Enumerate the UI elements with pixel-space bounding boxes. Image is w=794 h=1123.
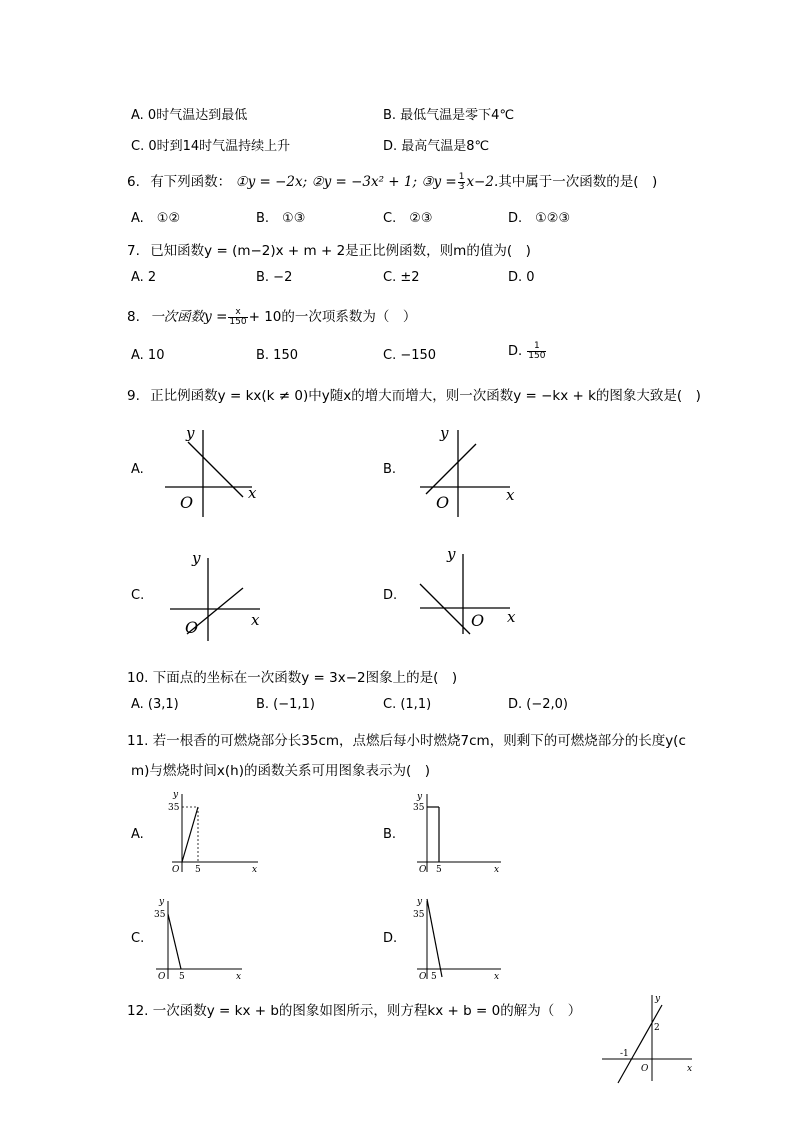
q12-stem-text: 一次函数y = kx + b的图象如图所示，则方程kx + b = 0的解为（ ） bbox=[152, 1003, 582, 1019]
q11-b-tick-5: 5 bbox=[436, 865, 442, 875]
q12-tick-neg1: -1 bbox=[620, 1049, 629, 1059]
q8-option-a: A. 10 bbox=[131, 348, 165, 363]
q10-number: 10. bbox=[127, 670, 149, 686]
q9-c-y-label: y bbox=[192, 549, 201, 567]
q9-stem bbox=[127, 384, 701, 404]
q9-b-x-label: x bbox=[506, 486, 515, 504]
q9-b-y-label: y bbox=[440, 424, 449, 442]
q12-tick-2: 2 bbox=[654, 1023, 660, 1033]
q11-stem-line2: m)与燃烧时间x(h)的函数关系可用图象表示为( ) bbox=[131, 763, 431, 779]
q7-option-a: A. 2 bbox=[131, 270, 157, 285]
q11-d-tick-35: 35 bbox=[413, 910, 425, 920]
q10-option-d: D. (−2,0) bbox=[508, 697, 568, 712]
q6-func-3-suffix: x−2. bbox=[466, 174, 499, 190]
q9-c-origin: O bbox=[185, 618, 199, 637]
q11-label-d: D. bbox=[383, 931, 398, 946]
q12-y-label: y bbox=[655, 994, 661, 1004]
q9-graph-c bbox=[165, 546, 275, 646]
q10-option-b: B. (−1,1) bbox=[256, 697, 315, 712]
q11-c-x-label: x bbox=[236, 972, 242, 982]
q11-d-y-label: y bbox=[417, 897, 423, 907]
q9-d-origin: O bbox=[471, 611, 485, 630]
q10-stem-text: 下面点的坐标在一次函数y = 3x−2图象上的是( ) bbox=[152, 670, 458, 686]
q11-b-x-label: x bbox=[494, 865, 500, 875]
q8-stem bbox=[127, 305, 416, 327]
q9-label-d: D. bbox=[383, 588, 398, 603]
q5-option-d: D. 最高气温是8℃ bbox=[383, 139, 490, 154]
q12-number: 12. bbox=[127, 1003, 149, 1019]
q11-label-c: C. bbox=[131, 931, 145, 946]
q6-stem-suffix: 其中属于一次函数的是( ) bbox=[498, 174, 658, 190]
q11-b-tick-35: 35 bbox=[413, 803, 425, 813]
q5-option-c: C. 0时到14时气温持续上升 bbox=[131, 139, 291, 154]
q6-stem bbox=[127, 170, 657, 192]
q9-c-x-label: x bbox=[251, 611, 260, 629]
q11-number: 11. bbox=[127, 733, 149, 749]
q8-option-d-fraction: $\frac{1}{150}$ bbox=[528, 341, 546, 361]
q11-c-y-label: y bbox=[159, 897, 165, 907]
q11-b-origin: O bbox=[419, 865, 427, 875]
q6-option-c: C. ②③ bbox=[383, 211, 433, 226]
q9-stem-text: 正比例函数y = kx(k ≠ 0)中y随x的增大而增大，则一次函数y = −kx + k的图象大致是( ) bbox=[150, 388, 701, 404]
q9-d-x-label: x bbox=[507, 608, 516, 626]
q11-a-tick-35: 35 bbox=[168, 803, 180, 813]
q11-c-line bbox=[168, 914, 181, 969]
q8-number: 8. bbox=[127, 309, 140, 325]
q5-option-a: A. 0时气温达到最低 bbox=[131, 108, 248, 123]
q12-stem bbox=[127, 999, 581, 1019]
q7-stem-text: 已知函数y = (m−2)x + m + 2是正比例函数，则m的值为( ) bbox=[150, 243, 531, 259]
q11-a-y-label: y bbox=[173, 790, 179, 800]
q9-a-x-label: x bbox=[248, 484, 257, 502]
q8-stem-prefix: 一次函数y = bbox=[150, 309, 228, 325]
q11-b-y-label: y bbox=[417, 792, 423, 802]
q11-graph-c bbox=[150, 893, 250, 985]
q9-label-a: A. bbox=[131, 462, 144, 477]
q9-label-b: B. bbox=[383, 462, 397, 477]
q6-option-b: B. ①③ bbox=[256, 211, 306, 226]
q6-func-2: ②y = −3x² + 1; bbox=[311, 174, 418, 190]
q11-stem-text-1: 若一根香的可燃烧部分长35cm，点燃后每小时燃烧7cm，则剩下的可燃烧部分的长度y(c bbox=[152, 733, 686, 749]
q8-option-d: D. $\frac{1}{150}$ bbox=[508, 341, 546, 361]
q9-a-line bbox=[188, 442, 243, 497]
q11-label-a: A. bbox=[131, 827, 144, 842]
q11-a-origin: O bbox=[172, 865, 180, 875]
q11-label-b: B. bbox=[383, 827, 397, 842]
q12-x-label: x bbox=[687, 1064, 693, 1074]
q11-a-line bbox=[182, 807, 198, 862]
q11-a-x-label: x bbox=[252, 865, 258, 875]
q10-option-c: C. (1,1) bbox=[383, 697, 432, 712]
q11-c-origin: O bbox=[158, 972, 166, 982]
q6-option-a: A. ①② bbox=[131, 211, 181, 226]
q7-option-d: D. 0 bbox=[508, 270, 535, 285]
q11-graph-a bbox=[162, 786, 262, 878]
q11-d-origin: O bbox=[419, 972, 427, 982]
q7-option-c: C. ±2 bbox=[383, 270, 420, 285]
q5-option-b: B. 最低气温是零下4℃ bbox=[383, 108, 515, 123]
q11-a-tick-5: 5 bbox=[195, 865, 201, 875]
q7-option-b: B. −2 bbox=[256, 270, 293, 285]
q6-func-3-prefix: ③y = bbox=[421, 174, 457, 190]
q7-stem bbox=[127, 239, 531, 259]
q7-number: 7. bbox=[127, 243, 140, 259]
q11-c-tick-5: 5 bbox=[179, 972, 185, 982]
q8-stem-suffix: + 10的一次项系数为（ ） bbox=[248, 309, 417, 325]
q6-stem-prefix: 有下列函数： bbox=[150, 174, 232, 190]
q11-d-tick-5: 5 bbox=[431, 972, 437, 982]
q10-stem bbox=[127, 666, 457, 686]
q9-label-c: C. bbox=[131, 588, 145, 603]
q9-number: 9. bbox=[127, 388, 140, 404]
q12-origin: O bbox=[641, 1064, 649, 1074]
q8-option-b: B. 150 bbox=[256, 348, 298, 363]
q9-graph-a bbox=[160, 422, 270, 522]
q9-graph-b bbox=[418, 422, 528, 522]
q6-option-d: D. ①②③ bbox=[508, 211, 571, 226]
q11-stem-line1 bbox=[127, 729, 686, 749]
q6-func-1: ①y = −2x; bbox=[235, 174, 308, 190]
q11-graph-b bbox=[405, 786, 505, 878]
q9-a-origin: O bbox=[180, 493, 194, 512]
q9-b-origin: O bbox=[436, 493, 450, 512]
q11-d-x-label: x bbox=[494, 972, 500, 982]
q12-line bbox=[618, 1005, 662, 1083]
q11-graph-d bbox=[405, 893, 505, 985]
q9-graph-d bbox=[415, 542, 525, 642]
q8-option-c: C. −150 bbox=[383, 348, 437, 363]
q11-c-tick-35: 35 bbox=[154, 910, 166, 920]
q12-graph bbox=[600, 993, 700, 1085]
q6-number: 6. bbox=[127, 174, 140, 190]
q6-func-3-fraction: $\frac{1}{3}$ bbox=[458, 171, 465, 192]
q9-a-y-label: y bbox=[186, 424, 195, 442]
q9-d-y-label: y bbox=[447, 545, 456, 563]
q8-fraction: $\frac{x}{150}$ bbox=[229, 306, 247, 327]
q10-option-a: A. (3,1) bbox=[131, 697, 179, 712]
q11-d-line bbox=[427, 899, 442, 977]
